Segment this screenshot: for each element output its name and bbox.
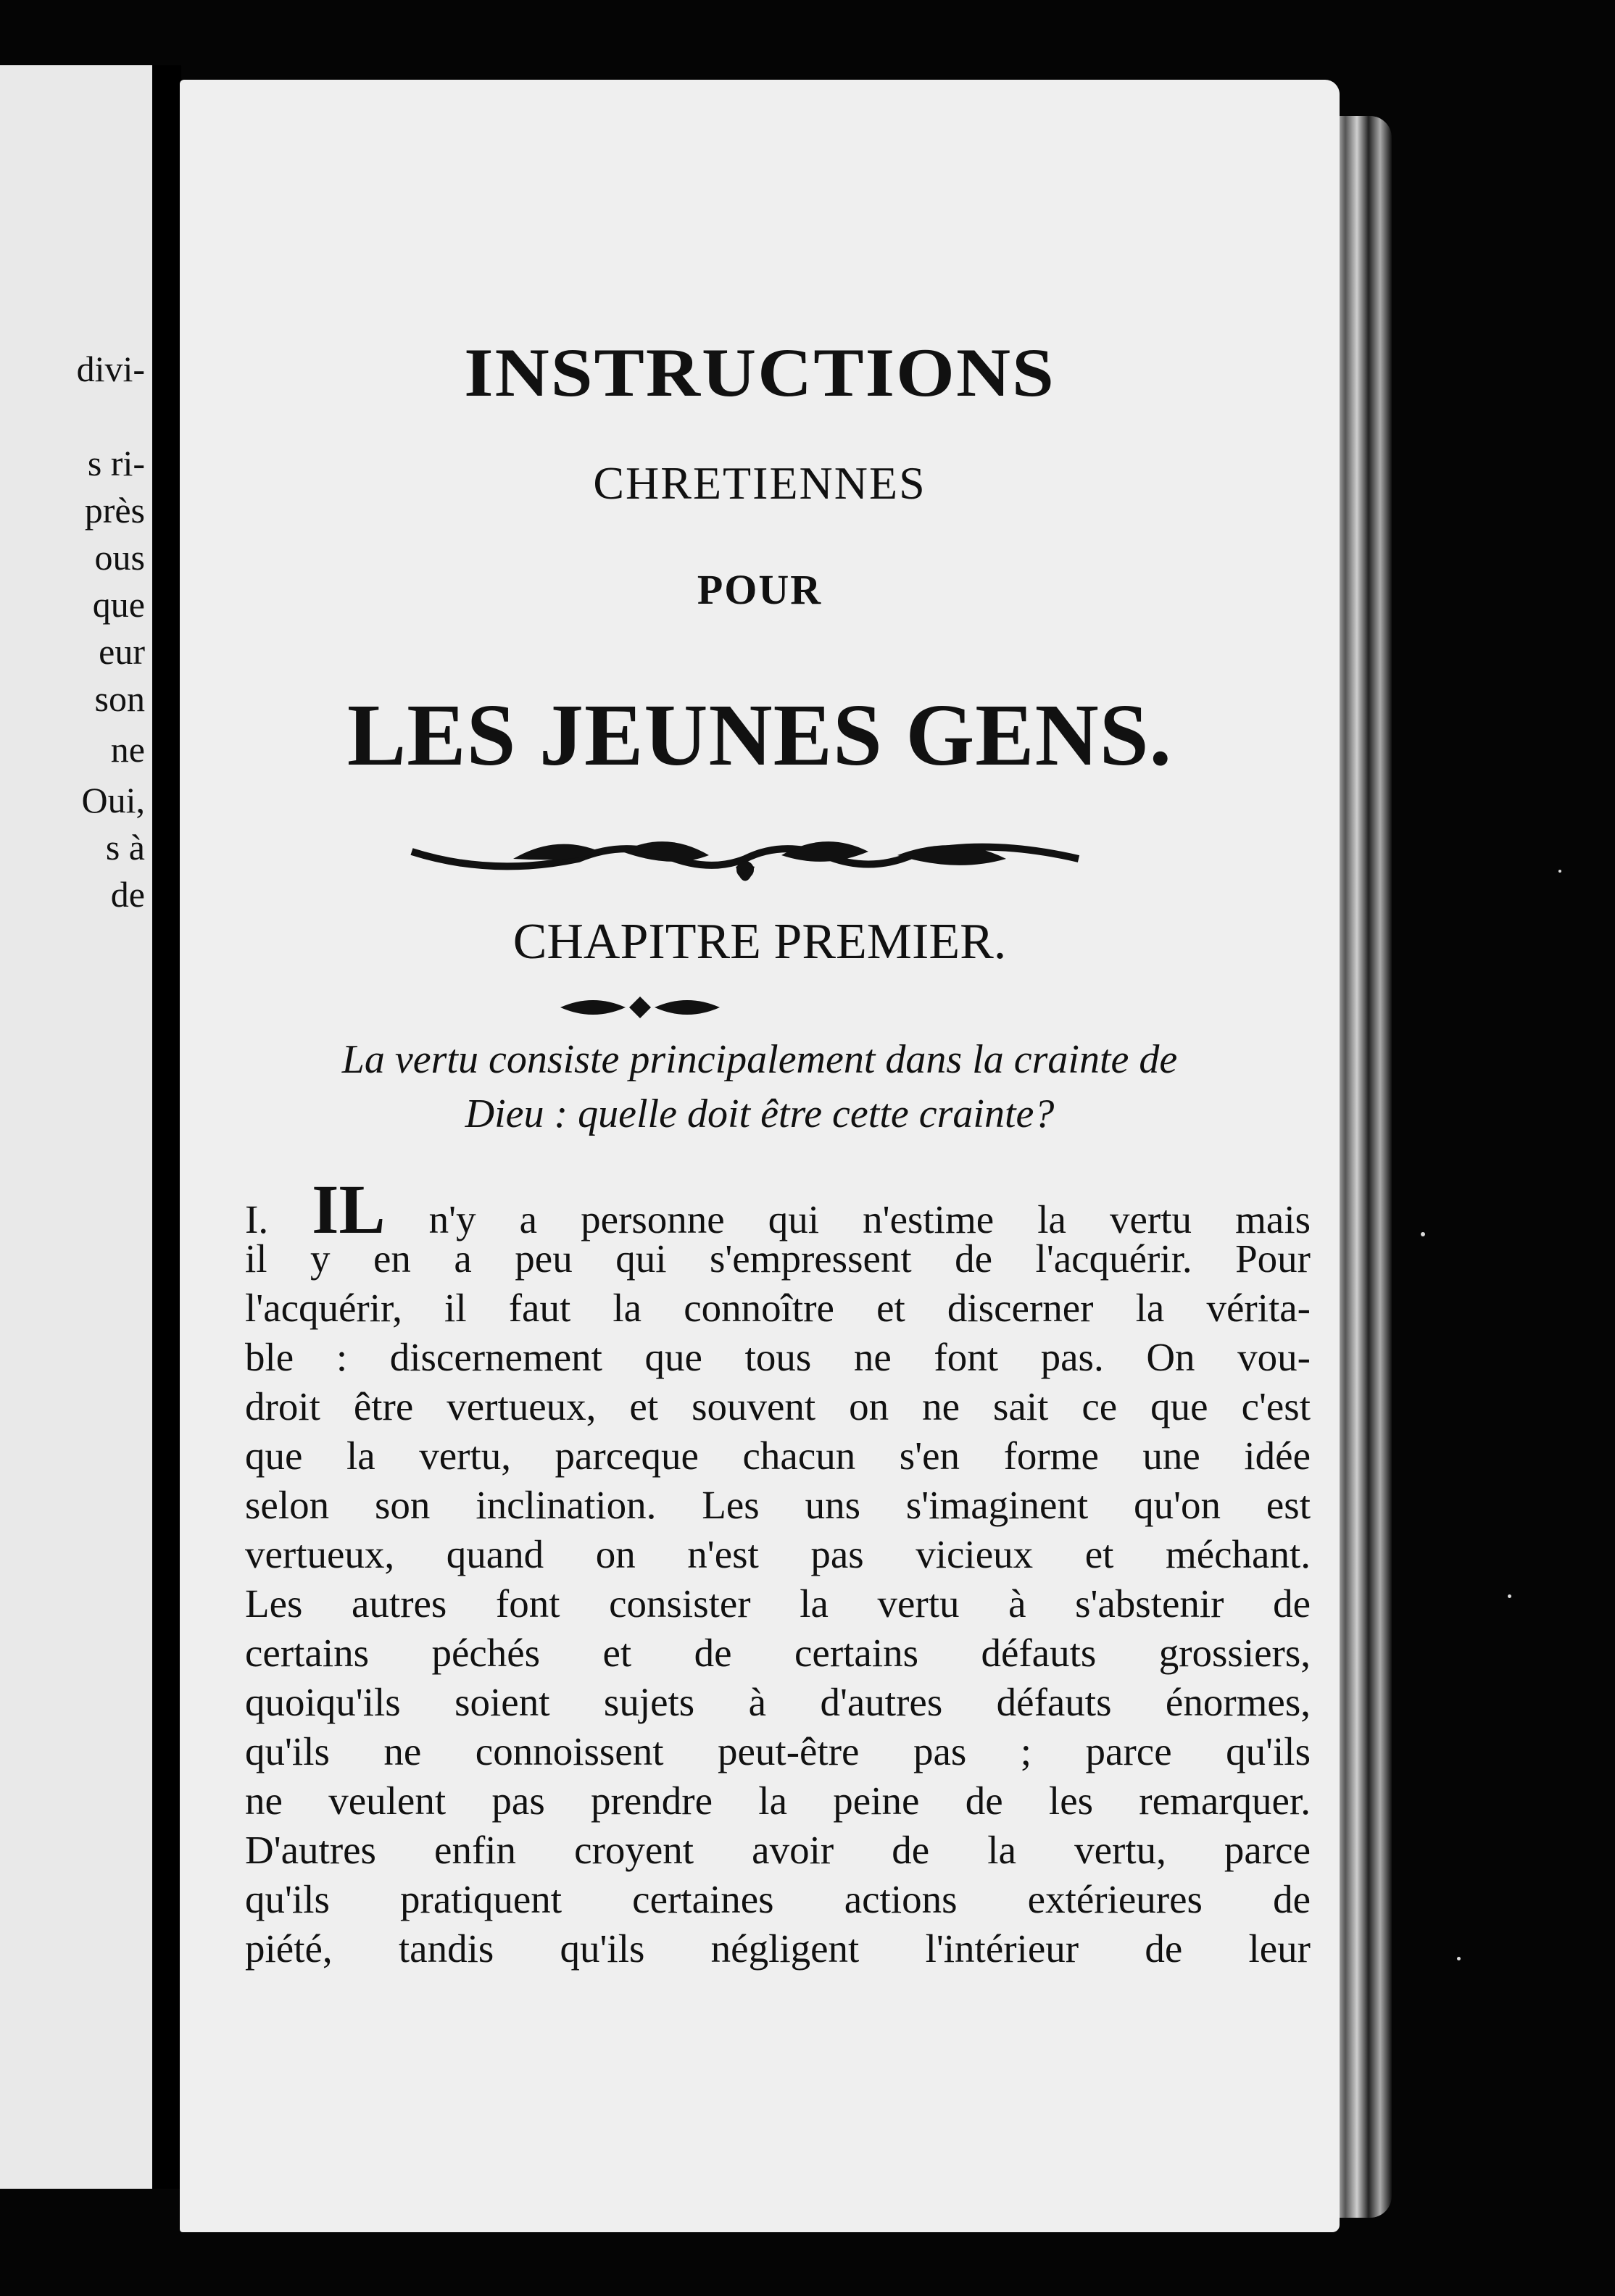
decorative-ornament xyxy=(404,819,1086,899)
body-line: piété, tandis qu'ils négligent l'intérieur de leur xyxy=(245,1926,1311,1971)
body-paragraph xyxy=(245,1170,1311,1973)
body-line: D'autres enfin croyent avoir de la vertu, parce xyxy=(245,1828,1311,1872)
body-line: que la vertu, parceque chacun s'en forme une idée xyxy=(245,1434,1311,1478)
left-page-line: son xyxy=(94,678,145,719)
body-line: vertueux, quand on n'est pas vicieux et méchant. xyxy=(245,1532,1311,1576)
paragraph-number: I. xyxy=(245,1197,269,1241)
left-facing-page xyxy=(0,65,152,2189)
scan-speck xyxy=(1421,1232,1425,1236)
body-line: quoiqu'ils soient sujets à d'autres défauts énormes, xyxy=(245,1680,1311,1724)
body-line: il y en a peu qui s'empressent de l'acquérir. Pour xyxy=(245,1236,1311,1281)
scan-speck xyxy=(1457,1957,1461,1960)
left-page-line: près xyxy=(84,490,145,531)
body-line: Les autres font consister la vertu à s'abstenir de xyxy=(245,1581,1311,1626)
title-page xyxy=(180,80,1340,2232)
body-line: certains péchés et de certains défauts grossiers, xyxy=(245,1631,1311,1675)
left-page-line: de xyxy=(110,874,145,915)
book-gutter xyxy=(152,65,181,2189)
left-page-line: s à xyxy=(105,827,145,868)
title-line-chretiennes: CHRETIENNES xyxy=(593,457,926,509)
drop-capital: IL xyxy=(312,1170,386,1248)
title-line-instructions: INSTRUCTIONS xyxy=(464,334,1055,412)
scan-speck xyxy=(1508,1594,1511,1598)
body-line: qu'ils pratiquent certaines actions extérieures de xyxy=(245,1877,1311,1921)
page-edge-stack xyxy=(1334,116,1392,2218)
chapter-heading: CHAPITRE PREMIER. xyxy=(512,914,1007,970)
left-page-line: ous xyxy=(94,537,145,578)
body-line: ne veulent pas prendre la peine de les remarquer. xyxy=(245,1779,1311,1823)
left-page-line: ne xyxy=(110,729,145,770)
chapter-subtitle-line: La vertu consiste principalement dans la crainte de xyxy=(341,1037,1178,1082)
body-line: droit être vertueux, et souvent on ne sait ce que c'est xyxy=(245,1384,1311,1428)
body-line: l'acquérir, il faut la connoître et discerner la vérita- xyxy=(245,1286,1311,1330)
chapter-ornament xyxy=(557,989,723,1026)
left-page-line: divi- xyxy=(76,349,145,389)
body-first-line xyxy=(245,1170,1311,1248)
body-line: ble : discernement que tous ne font pas. On vou- xyxy=(245,1335,1311,1379)
body-line-text: n'y a personne qui n'estime la vertu mais xyxy=(385,1197,1311,1241)
left-page-line: eur xyxy=(99,631,145,672)
left-page-line: que xyxy=(92,584,145,625)
chapter-subtitle-line: Dieu : quelle doit être cette crainte? xyxy=(465,1091,1055,1136)
title-line-pour: POUR xyxy=(697,566,823,613)
left-page-line: s ri- xyxy=(87,443,145,483)
scan-speck xyxy=(1558,870,1561,873)
title-line-jeunes-gens: LES JEUNES GENS. xyxy=(346,686,1173,784)
body-line: qu'ils ne connoissent peut-être pas ; parce qu'ils xyxy=(245,1729,1311,1773)
body-line: selon son inclination. Les uns s'imaginent qu'on est xyxy=(245,1483,1311,1527)
left-page-line: Oui, xyxy=(81,780,145,820)
